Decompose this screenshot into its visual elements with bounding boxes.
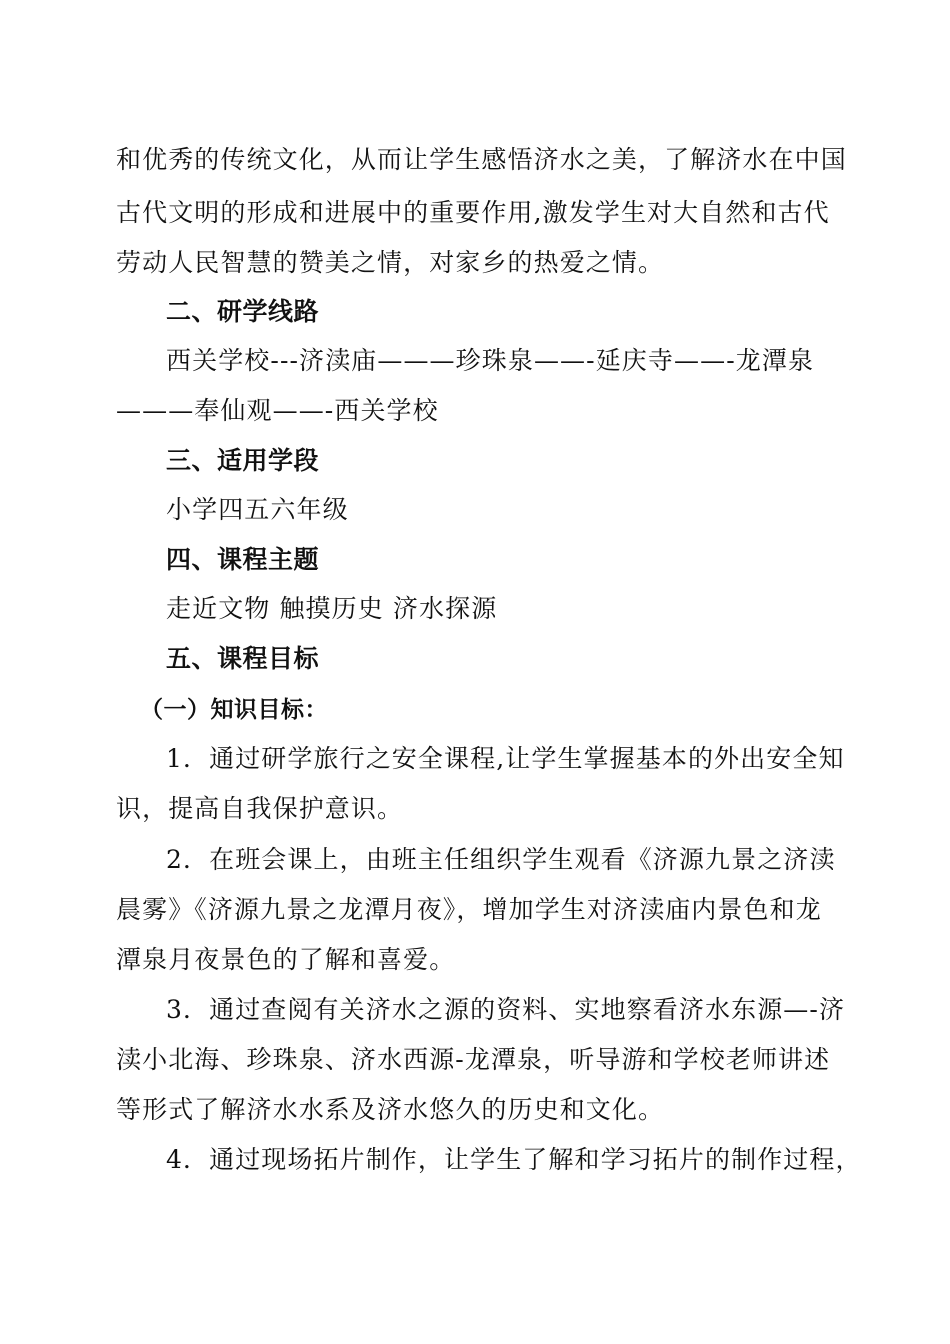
section-heading-theme: 四、课程主题: [166, 545, 320, 574]
goal-item-3-line-2: 渎小北海、珍珠泉、济水西源-龙潭泉，听导游和学校老师讲述: [116, 1045, 831, 1074]
goal-item-1-line-1: 1．通过研学旅行之安全课程,让学生掌握基本的外出安全知: [166, 744, 845, 773]
route-line-2: ———奉仙观——-西关学校: [116, 396, 439, 425]
grade-content: 小学四五六年级: [166, 495, 349, 524]
goal-item-3-line-3: 等形式了解济水水系及济水悠久的历史和文化。: [116, 1095, 665, 1124]
route-line-1: 西关学校---济渎庙———珍珠泉——-延庆寺——-龙潭泉: [166, 346, 815, 375]
intro-line-1: 和优秀的传统文化，从而让学生感悟济水之美，了解济水在中国: [116, 145, 847, 174]
section-heading-goals: 五、课程目标: [166, 644, 320, 673]
goal-item-3-line-1: 3．通过查阅有关济水之源的资料、实地察看济水东源—-济: [166, 995, 846, 1024]
intro-line-3: 劳动人民智慧的赞美之情，对家乡的热爱之情。: [116, 248, 665, 277]
section-heading-route: 二、研学线路: [166, 297, 320, 326]
sub-heading-knowledge: （一）知识目标：: [140, 697, 328, 723]
theme-content: 走近文物 触摸历史 济水探源: [166, 594, 498, 623]
section-heading-grade: 三、适用学段: [166, 446, 320, 475]
intro-line-2: 古代文明的形成和进展中的重要作用,激发学生对大自然和古代: [116, 198, 830, 227]
goal-item-2-line-3: 潭泉月夜景色的了解和喜爱。: [116, 945, 456, 974]
goal-item-1-line-2: 识，提高自我保护意识。: [116, 794, 404, 823]
goal-item-4-line-1: 4．通过现场拓片制作，让学生了解和学习拓片的制作过程，: [166, 1145, 862, 1174]
goal-item-2-line-2: 晨雾》《济源九景之龙潭月夜》，增加学生对济渎庙内景色和龙: [116, 895, 822, 924]
goal-item-2-line-1: 2．在班会课上，由班主任组织学生观看《济源九景之济渎: [166, 845, 836, 874]
